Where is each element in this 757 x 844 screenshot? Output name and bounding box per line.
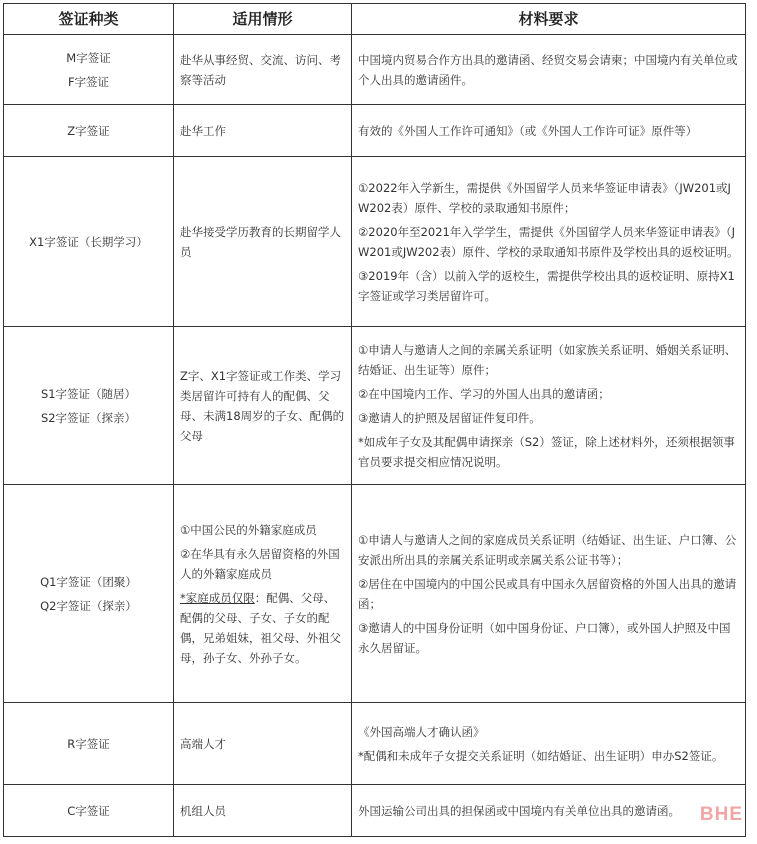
- requirements-cell: [352, 785, 746, 837]
- visa-type: M字签证: [66, 50, 111, 65]
- table-row: [4, 485, 746, 703]
- visa-type-cell: [4, 327, 174, 485]
- visa-type-cell: [4, 35, 174, 105]
- situation-text: Z字、X1字签证或工作类、学习类居留许可持有人的配偶、父母、未满18周岁的子女、配偶的父母: [180, 368, 345, 443]
- situation-text: 赴华接受学历教育的长期留学人员: [180, 224, 341, 259]
- situation-cell: [174, 703, 352, 785]
- requirements-cell: [352, 157, 746, 327]
- visa-type-cell: [4, 785, 174, 837]
- requirement-text: 有效的《外国人工作许可通知》（或《外国人工作许可证》原件等）: [358, 123, 698, 138]
- table-row: [4, 157, 746, 327]
- visa-type-cell: [4, 485, 174, 703]
- visa-type: X1字签证（长期学习）: [29, 234, 148, 249]
- situation-text: 赴华从事经贸、交流、访问、考察等活动: [180, 52, 341, 87]
- visa-type: Q2字签证（探亲）: [40, 598, 137, 613]
- situation-text: 赴华工作: [180, 123, 226, 138]
- situation-text: 机组人员: [180, 803, 226, 818]
- situation-note: [180, 588, 345, 668]
- header-requirements: 材料要求: [352, 4, 746, 35]
- situation-item: ②在华具有永久居留资格的外国人的外籍家庭成员: [180, 546, 340, 581]
- requirement-note: *如成年子女及其配偶申请探亲（S2）签证，除上述材料外，还须根据领事官员要求提交相应情况说明。: [358, 434, 735, 469]
- table-row: [4, 703, 746, 785]
- visa-type: F字签证: [67, 74, 110, 89]
- requirement-text: 外国运输公司出具的担保函或中国境内有关单位出具的邀请函。: [358, 803, 680, 818]
- header-situation: 适用情形: [174, 4, 352, 35]
- requirement-note: *配偶和未成年子女提交关系证明（如结婚证、出生证明）申办S2签证。: [358, 748, 724, 763]
- requirements-cell: [352, 485, 746, 703]
- requirement-item: ①申请人与邀请人之间的家庭成员关系证明（结婚证、出生证、户口簿、公安派出所出具的亲属关系证明或亲属关系公证书等）；: [358, 532, 737, 567]
- requirement-item: ③邀请人的中国身份证明（如中国身份证、户口簿），或外国人护照及中国永久居留证。: [358, 620, 731, 655]
- bhe-watermark: BHE: [699, 804, 743, 825]
- visa-requirements-table: [3, 3, 746, 837]
- visa-type: Q1字签证（团聚）: [40, 574, 137, 589]
- visa-type: S2字签证（探亲）: [40, 410, 137, 425]
- requirement-item: ②2020年至2021年入学学生，需提供《外国留学人员来华签证申请表》（JW201或JW202表）原件、学校的录取通知书原件及学校出具的返校证明。: [358, 224, 739, 259]
- requirement-item: 《外国高端人才确认函》: [358, 724, 485, 739]
- visa-type: R字签证: [67, 736, 110, 751]
- requirement-item: ③邀请人的护照及居留证件复印件。: [358, 410, 541, 425]
- situation-item: ①中国公民的外籍家庭成员: [180, 522, 317, 537]
- visa-type: Z字签证: [67, 123, 110, 138]
- situation-cell: [174, 327, 352, 485]
- situation-text: 高端人才: [180, 736, 226, 751]
- situation-cell: [174, 35, 352, 105]
- requirements-cell: [352, 35, 746, 105]
- requirement-item: ①2022年入学新生，需提供《外国留学人员来华签证申请表》（JW201或JW202表）原件、学校的录取通知书原件；: [358, 180, 731, 215]
- table-row: [4, 105, 746, 157]
- visa-type-cell: [4, 703, 174, 785]
- requirements-cell: [352, 327, 746, 485]
- header-row: [4, 4, 746, 35]
- requirement-item: ③2019年（含）以前入学的返校生，需提供学校出具的返校证明、原持X1字签证或学习类居留许可。: [358, 268, 735, 303]
- visa-type-cell: [4, 157, 174, 327]
- table-row: [4, 35, 746, 105]
- situation-cell: [174, 485, 352, 703]
- table-row: [4, 327, 746, 485]
- header-visa-type: 签证种类: [4, 4, 174, 35]
- family-members-list: ：配偶、父母、配偶的父母、子女、子女的配偶，兄弟姐妹，祖父母、外祖父母，孙子女、外孙子女。: [180, 590, 341, 665]
- situation-cell: [174, 105, 352, 157]
- requirement-item: ①申请人与邀请人之间的亲属关系证明（如家族关系证明、婚姻关系证明、结婚证、出生证等）原件；: [358, 342, 737, 377]
- requirements-cell: [352, 703, 746, 785]
- situation-cell: [174, 157, 352, 327]
- situation-cell: [174, 785, 352, 837]
- family-members-label: *家庭成员仅限: [180, 590, 255, 605]
- visa-type-cell: [4, 105, 174, 157]
- visa-type: C字签证: [67, 803, 110, 818]
- requirement-item: ②居住在中国境内的中国公民或具有中国永久居留资格的外国人出具的邀请函；: [358, 576, 737, 611]
- requirement-text: 中国境内贸易合作方出具的邀请函、经贸交易会请柬；中国境内有关单位或个人出具的邀请函件。: [358, 52, 738, 87]
- table-row: [4, 785, 746, 837]
- visa-type: S1字签证（随居）: [40, 386, 137, 401]
- requirements-cell: [352, 105, 746, 157]
- requirement-item: ②在中国境内工作、学习的外国人出具的邀请函；: [358, 386, 610, 401]
